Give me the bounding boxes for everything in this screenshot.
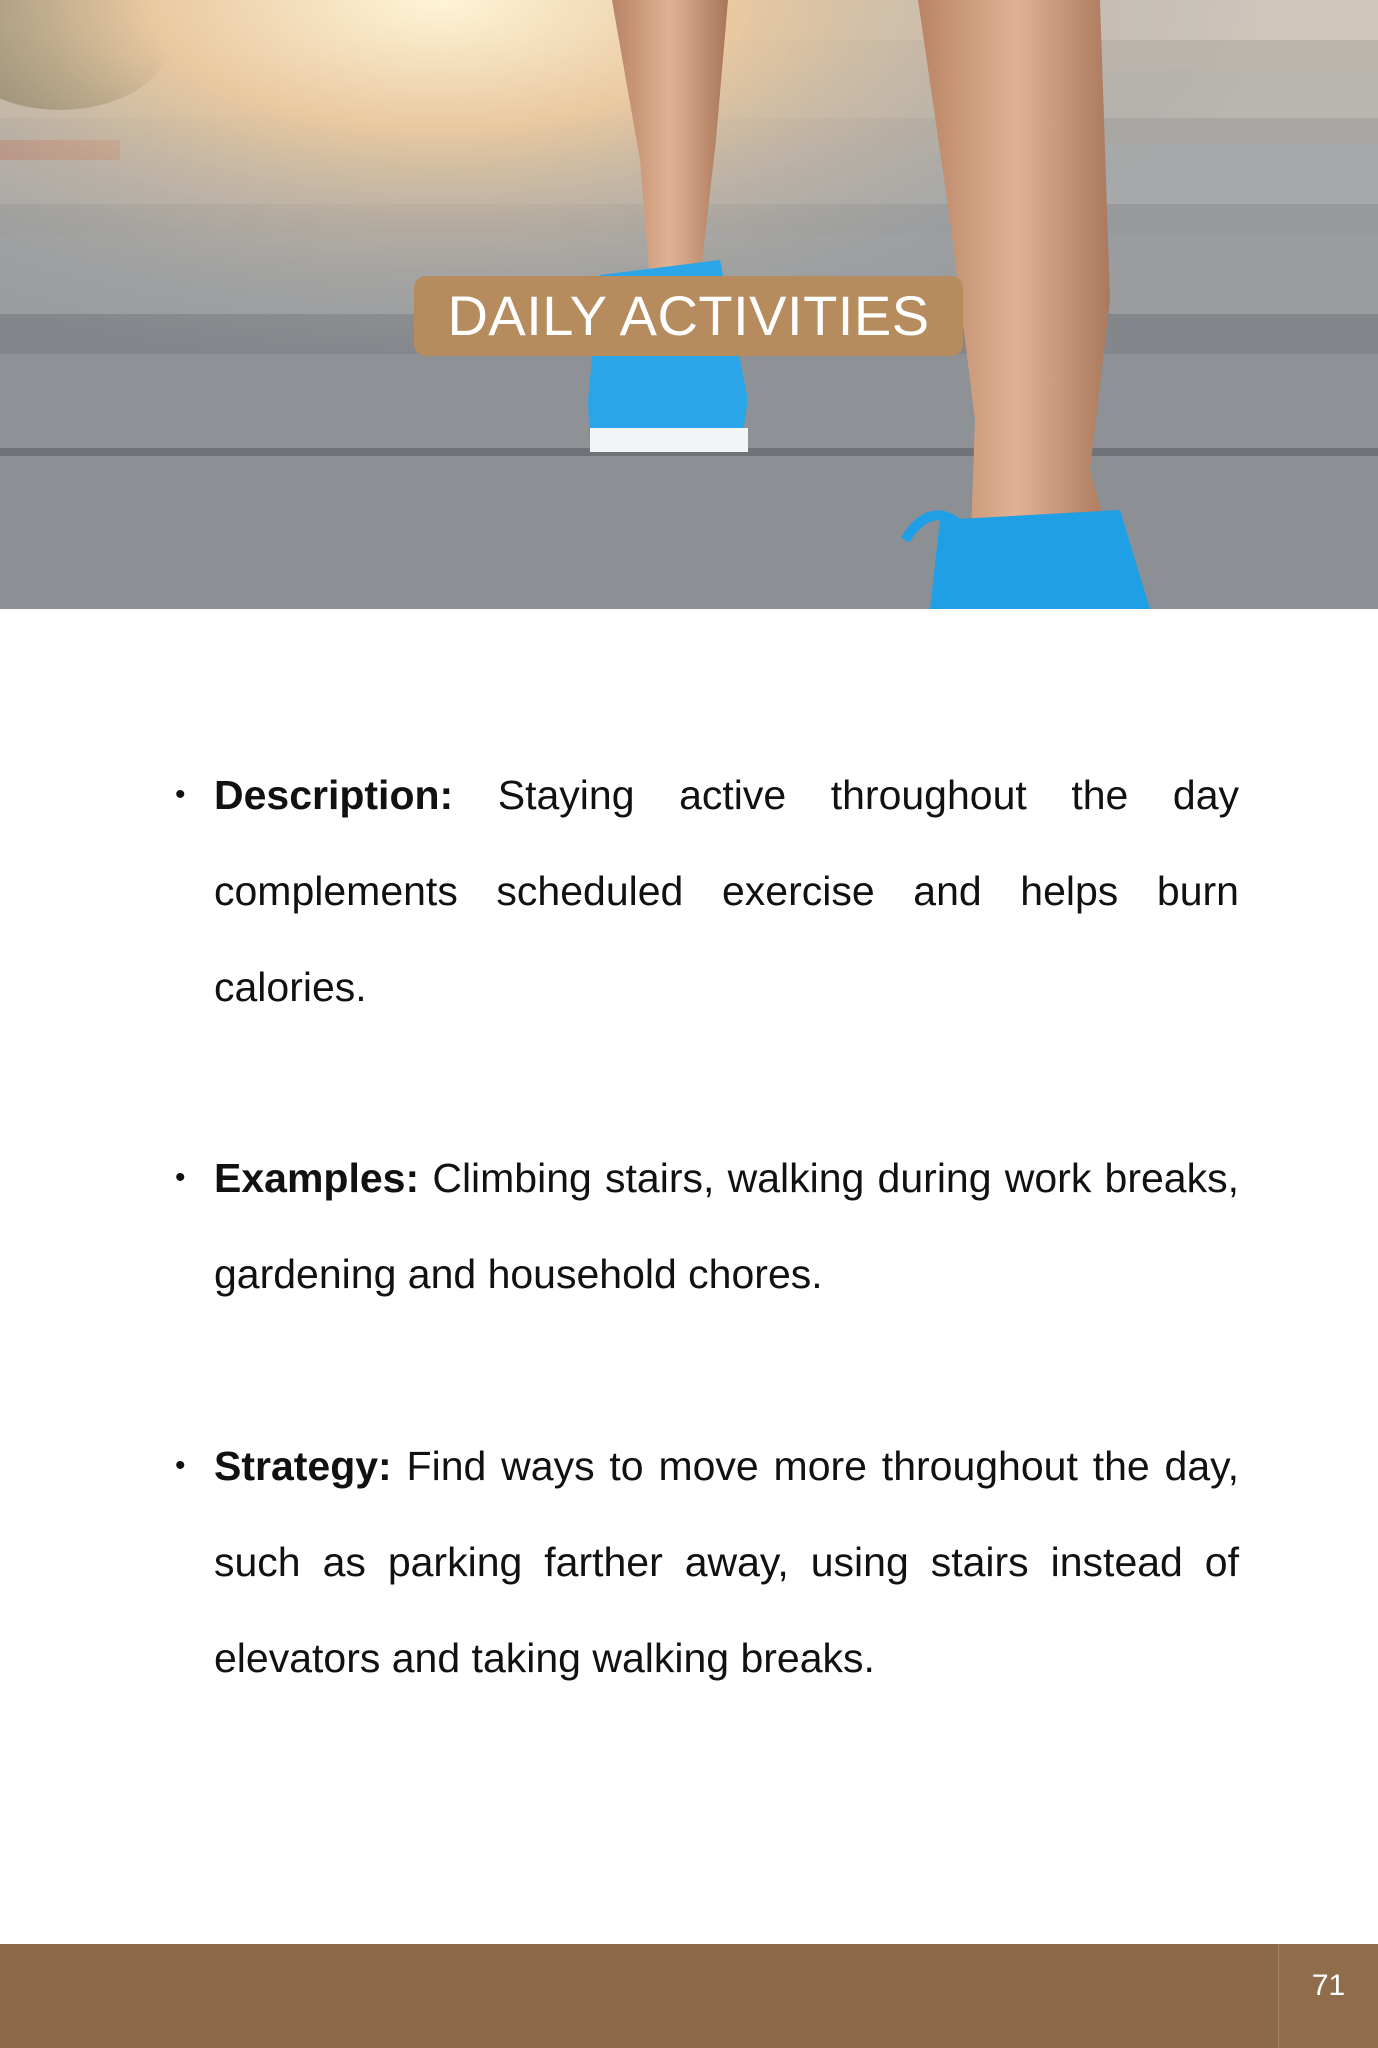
item-text: Find ways to move more throughout the day, such as parking farther away, using stairs instead of elevators and taking walking breaks. bbox=[214, 1443, 1239, 1681]
item-term: Description: bbox=[214, 772, 454, 818]
bullet-icon: • bbox=[175, 778, 186, 811]
bullet-icon: • bbox=[175, 1161, 186, 1194]
page-number: 71 bbox=[1278, 1944, 1378, 2048]
item-text: Climbing stairs, walking during work breaks, gardening and household chores. bbox=[214, 1155, 1239, 1297]
hero-image bbox=[0, 0, 1378, 609]
item-term: Strategy: bbox=[214, 1443, 392, 1489]
list-item-strategy bbox=[175, 1418, 1239, 1706]
footer-bar bbox=[0, 1944, 1378, 2048]
bullet-icon: • bbox=[175, 1449, 186, 1482]
item-text: Staying active throughout the day complements scheduled exercise and helps burn calories. bbox=[214, 772, 1239, 1010]
item-term: Examples: bbox=[214, 1155, 420, 1201]
list-item-description bbox=[175, 747, 1239, 1035]
page-title: DAILY ACTIVITIES bbox=[414, 276, 963, 356]
list-item-examples bbox=[175, 1130, 1239, 1322]
